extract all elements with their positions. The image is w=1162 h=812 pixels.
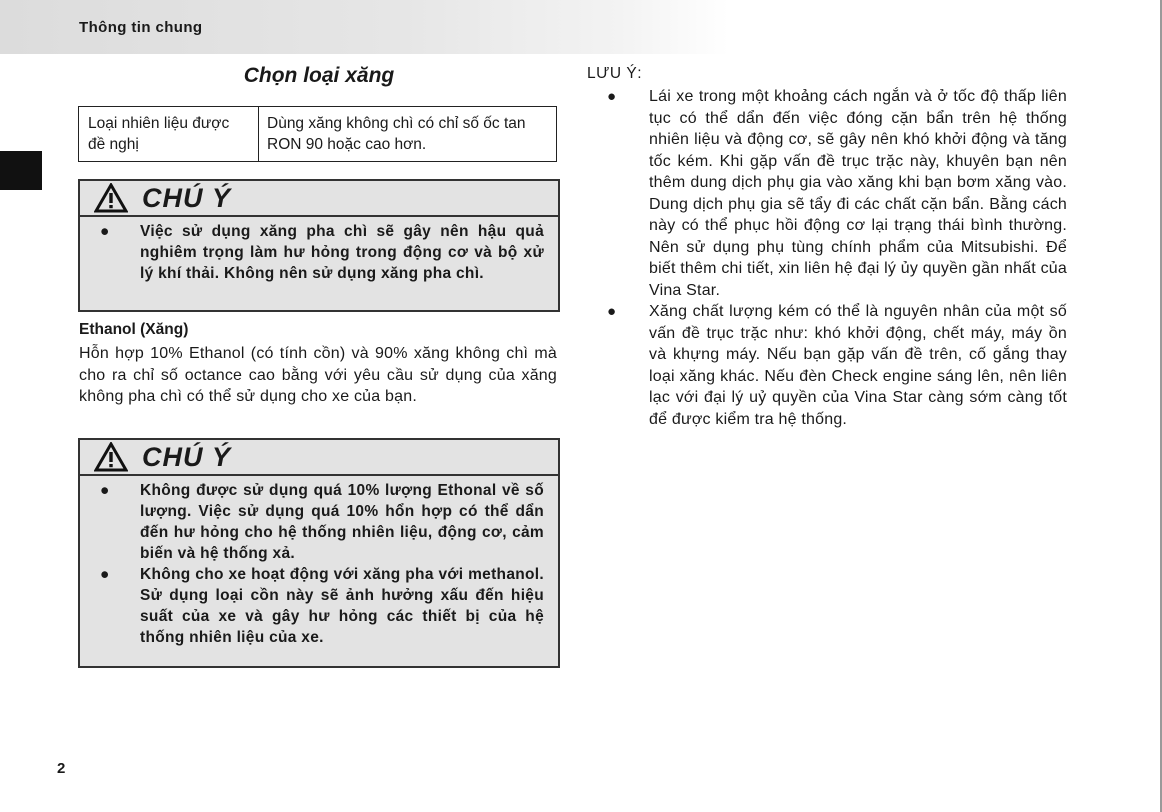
bullet-icon: ●: [100, 566, 110, 583]
caution-item: [94, 564, 544, 648]
warning-triangle-icon: [94, 442, 128, 472]
note-item: [601, 86, 1067, 301]
caution-title: CHÚ Ý: [142, 441, 232, 472]
page-number: 2: [57, 760, 66, 777]
caution-item-text: Không được sử dụng quá 10% lượng Ethonal về số lượng. Việc sử dụng quá 10% hổn hợp có thể dẩn đến hư hỏng cho hệ thống nhiên liệu, động cơ, cảm biến và hệ thống xả.: [140, 482, 544, 562]
bullet-icon: ●: [100, 223, 110, 240]
ethanol-heading: Ethanol (Xăng): [79, 321, 189, 338]
caution-box-leaded-fuel: [78, 179, 560, 312]
header-title: Thông tin chung: [79, 19, 203, 36]
note-label: LƯU Ý:: [587, 65, 643, 82]
fuel-spec-table: [78, 106, 557, 162]
section-title: Chọn loại xăng: [243, 64, 395, 87]
note-item: [601, 301, 1067, 430]
note-item-text: Lái xe trong một khoảng cách ngắn và ở tốc độ thấp liên tục có thể dẩn đến việc đóng cặn bẩn trên hệ thống nhiên liệu và động cơ, sẽ gây nên khó khởi động và tăng tốc kém. Khi gặp vấn đề trục trặc này, khuyên bạn nên thêm dung dịch phụ gia vào xăng khi bạn bơm xăng vào. Dung dịch phụ gia sẽ tẩy đi các chất cặn bẩn. Bằng cách này có thể phục hồi động cơ lại trạng thái bình thường. Nên sử dụng phụ tùng chính phẩm của Mitsubishi. Để biết thêm chi tiết, xin liên hệ đại lý ủy quyền gần nhất của Vina Star.: [649, 88, 1067, 299]
caution-item-text: Việc sử dụng xăng pha chì sẽ gây nên hậu quả nghiêm trọng làm hư hỏng trong động cơ và bộ xử lý khí thải. Không nên sử dụng xăng pha chì.: [140, 223, 544, 282]
caution-body: [80, 217, 558, 284]
bullet-icon: ●: [100, 482, 110, 499]
caution-item: [94, 480, 544, 564]
fuel-spec-value: Dùng xăng không chì có chỉ số ốc tan RON 90 hoặc cao hơn.: [267, 115, 526, 153]
ethanol-paragraph: Hỗn hợp 10% Ethanol (có tính cồn) và 90% xăng không chì mà cho ra chỉ số octance cao bằng với yêu cầu sử dụng của xăng không pha chì có thể sử dụng cho xe của bạn.: [79, 345, 557, 405]
caution-item-text: Không cho xe hoạt động với xăng pha với methanol. Sử dụng loại cồn này sẽ ảnh hưởng xấu đến hiệu suất của xe và gây hư hỏng các thiết bị của hệ thống nhiên liệu của xe.: [140, 566, 544, 646]
caution-header: [80, 440, 558, 476]
caution-title: CHÚ Ý: [142, 182, 232, 213]
caution-item: [94, 221, 544, 284]
bullet-icon: ●: [607, 88, 617, 105]
caution-body: [80, 476, 558, 648]
note-item-text: Xăng chất lượng kém có thể là nguyên nhân của một số vấn đề trục trặc như: khó khởi động, chết máy, máy ồn và khựng máy. Nếu bạn gặp vấn đề trên, cố gắng thay loại xăng khác. Nếu đèn Check engine sáng lên, nên liên lạc với đại lý uỷ quyền của Vina Star càng sớm càng tốt để được kiểm tra hệ thống.: [649, 303, 1067, 428]
note-list: [601, 86, 1067, 430]
bullet-icon: ●: [607, 303, 617, 320]
caution-header: [80, 181, 558, 217]
caution-box-ethanol: [78, 438, 560, 668]
section-tab-marker: [0, 151, 42, 190]
fuel-spec-label: Loại nhiên liệu được đề nghị: [79, 107, 259, 161]
warning-triangle-icon: [94, 183, 128, 213]
